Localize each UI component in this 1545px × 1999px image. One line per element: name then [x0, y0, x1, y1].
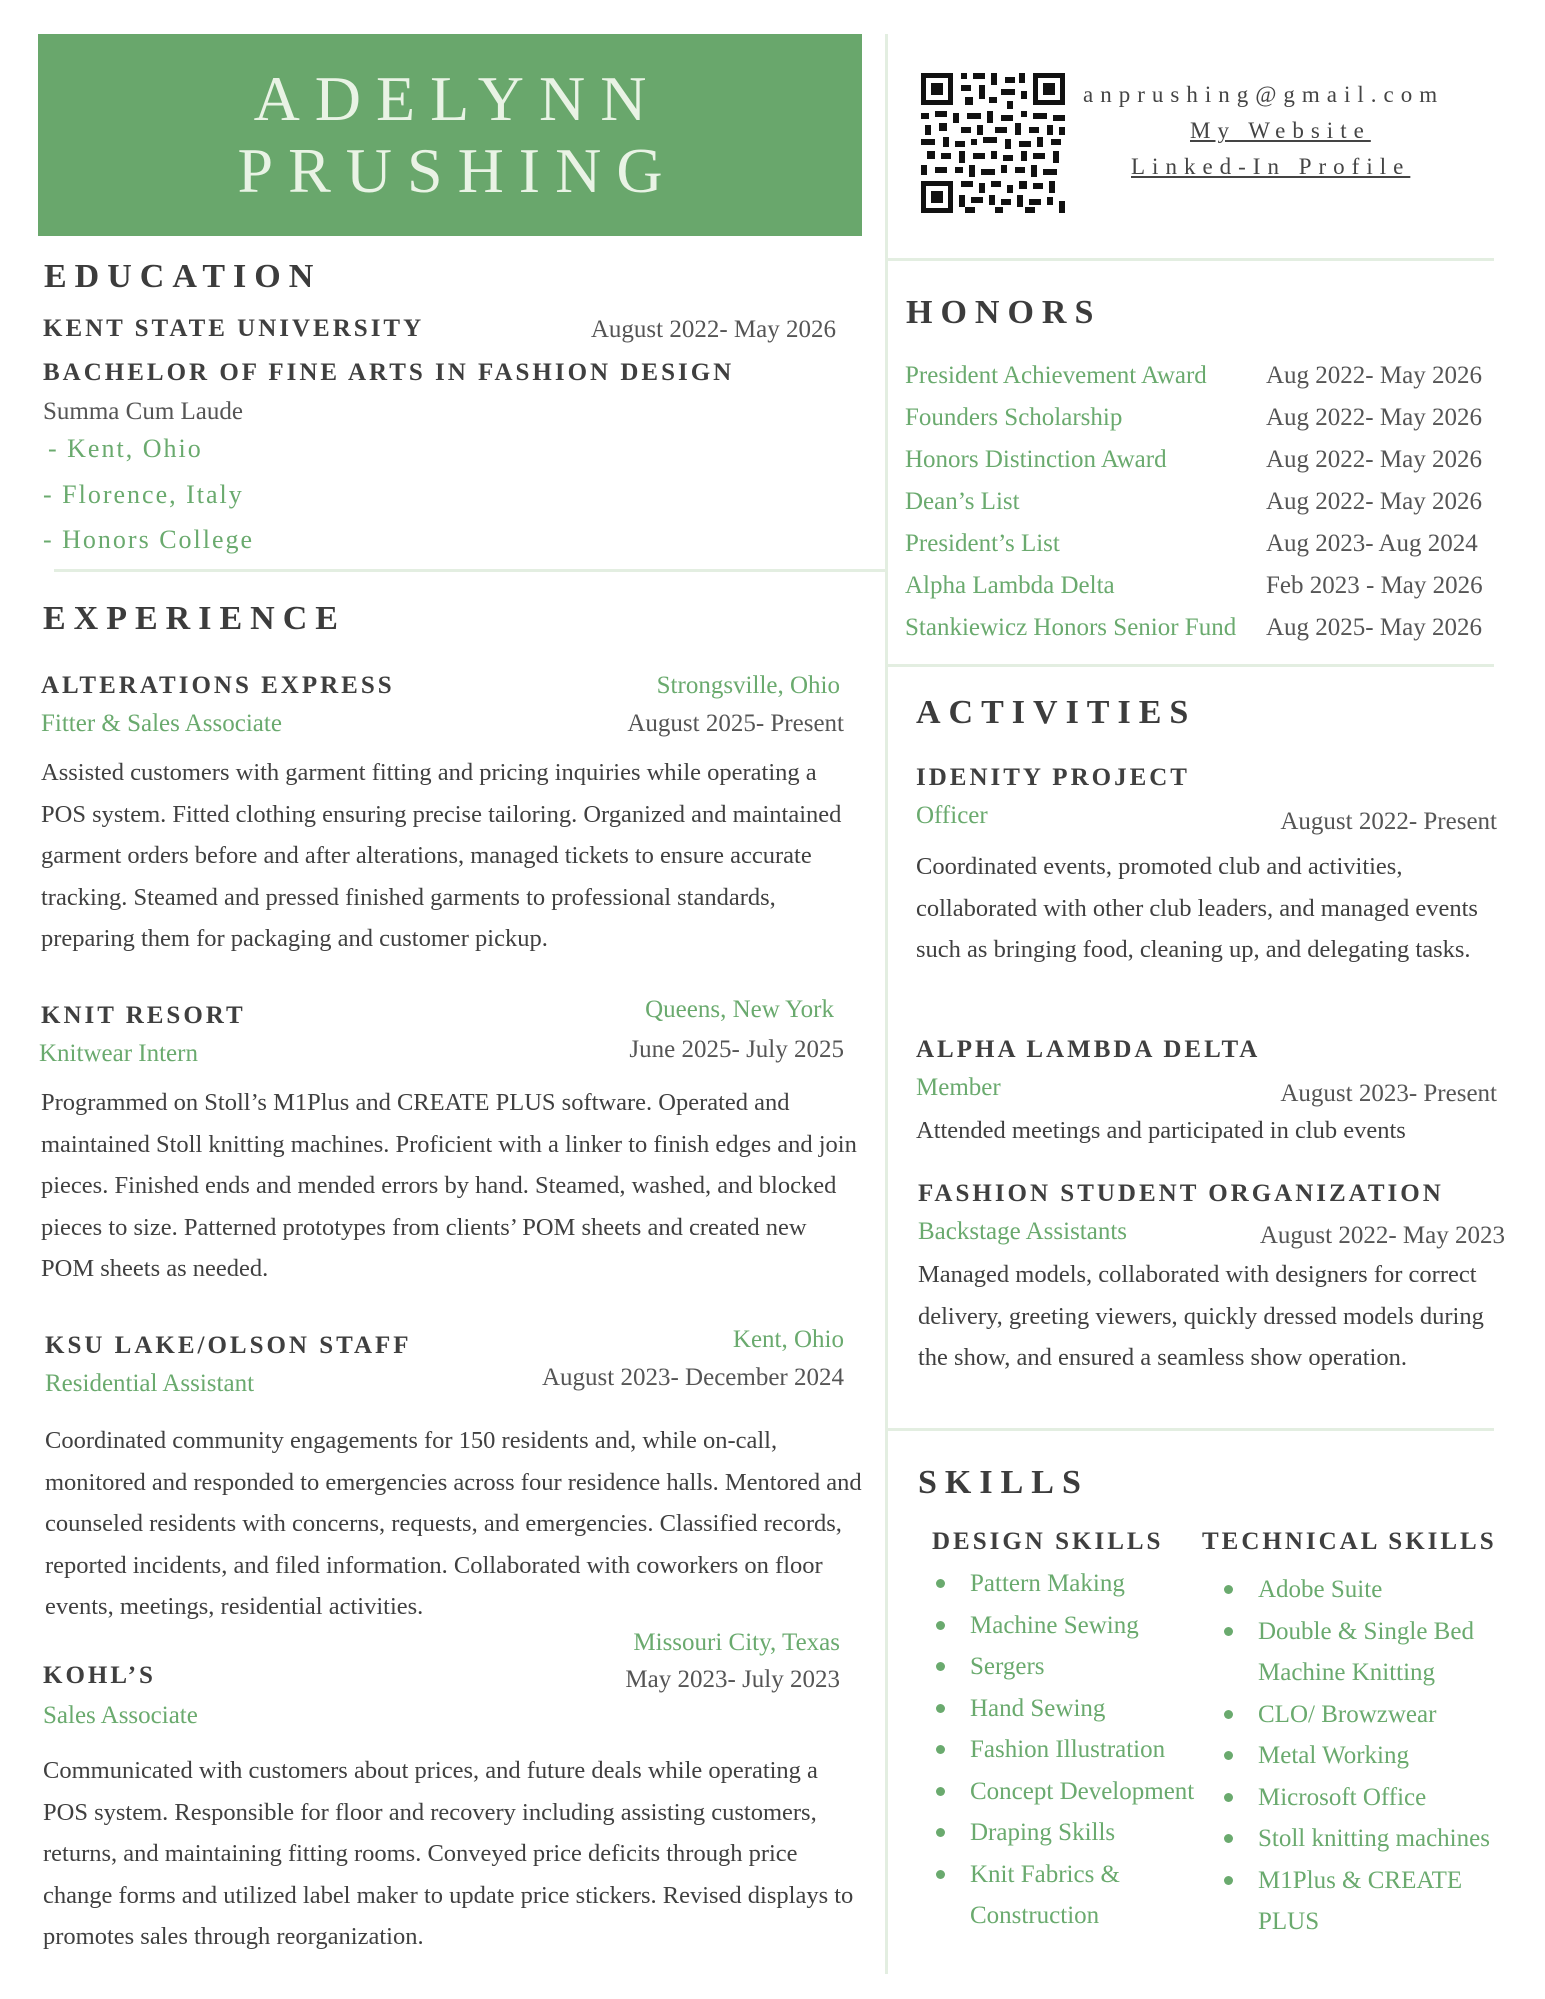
divider-skills-top [888, 1428, 1494, 1431]
last-name: PRUSHING [237, 135, 678, 206]
job-org: KOHL’S [43, 1662, 156, 1689]
job-dates: June 2025- July 2025 [629, 1036, 844, 1063]
honor-dates: Aug 2022- May 2026 [1266, 488, 1482, 515]
activities-heading: ACTIVITIES [916, 694, 1197, 731]
activity-role: Backstage Assistants [918, 1218, 1128, 1245]
honor-name: President Achievement Award [905, 362, 1207, 389]
skill-item: Knit Fabrics & Construction [934, 1854, 1170, 1937]
skill-item: Hand Sewing [934, 1688, 1224, 1730]
skill-item: Stoll knitting machines [1222, 1818, 1522, 1860]
education-location: - Honors College [43, 525, 255, 554]
email-link[interactable]: anprushing@gmail.com [1083, 82, 1445, 107]
school-name: KENT STATE UNIVERSITY [43, 315, 425, 342]
job-description: Communicated with customers about prices, and future deals while operating a POS system. Responsible for floor and recovery including assisting customers, returns, and maintaining fitting rooms. Conveyed price deficits through price change forms and utilized label maker to update price stickers. Revised displays to promotes sales through reorganization. [43, 1757, 854, 1950]
name-banner [38, 34, 862, 236]
activity-dates: August 2022- Present [1280, 808, 1497, 835]
honor-item [905, 404, 1495, 446]
job-location: Strongsville, Ohio [656, 672, 840, 699]
job-location: Missouri City, Texas [633, 1629, 840, 1656]
activity-description: Attended meetings and participated in club events [916, 1117, 1406, 1144]
skill-item: Sergers [934, 1646, 1224, 1688]
column-divider [885, 34, 888, 1974]
linkedin-link[interactable]: Linked-In Profile [1131, 154, 1411, 179]
activity-org: FASHION STUDENT ORGANIZATION [918, 1180, 1444, 1207]
activity-org: ALPHA LAMBDA DELTA [916, 1036, 1261, 1063]
divider-experience-top [54, 569, 885, 572]
activity-role: Officer [916, 802, 988, 829]
job-org: KSU LAKE/OLSON STAFF [45, 1332, 412, 1359]
honors-heading: HONORS [906, 294, 1102, 331]
qr-code-icon[interactable] [921, 73, 1065, 213]
honor-item [905, 488, 1495, 530]
job-dates: August 2023- December 2024 [541, 1364, 844, 1391]
honor-dates: Aug 2022- May 2026 [1266, 446, 1482, 473]
honor-name: President’s List [905, 530, 1060, 557]
honor-name: Alpha Lambda Delta [905, 572, 1115, 599]
first-name: ADELYNN [253, 63, 662, 134]
honor-dates: Aug 2022- May 2026 [1266, 404, 1482, 431]
degree-name: BACHELOR OF FINE ARTS IN FASHION DESIGN [43, 359, 735, 386]
design-skills-heading: DESIGN SKILLS [932, 1528, 1164, 1555]
skill-item: Adobe Suite [1222, 1569, 1522, 1611]
skill-item: Machine Sewing [934, 1605, 1224, 1647]
education-dates: August 2022- May 2026 [590, 316, 836, 343]
honor-dates: Aug 2022- May 2026 [1266, 362, 1482, 389]
honor-item [905, 572, 1495, 614]
honor-dates: Aug 2023- Aug 2024 [1266, 530, 1478, 557]
skill-item: Metal Working [1222, 1735, 1522, 1777]
technical-skills-list [1222, 1569, 1522, 1943]
job-description: Assisted customers with garment fitting and pricing inquiries while operating a POS system. Fitted clothing ensuring precise tailoring. Organized and maintained garment orders before and after alterations, managed tickets to ensure accurate tracking. Steamed and pressed finished garments to professional standards, preparing them for packaging and customer pickup. [41, 759, 842, 952]
skill-item: Fashion Illustration [934, 1729, 1224, 1771]
honor-name: Founders Scholarship [905, 404, 1123, 431]
latin-honor: Summa Cum Laude [43, 398, 243, 425]
job-location: Kent, Ohio [732, 1326, 844, 1353]
job-location: Queens, New York [645, 996, 834, 1023]
activity-dates: August 2022- May 2023 [1259, 1222, 1505, 1249]
skill-item: Pattern Making [934, 1563, 1224, 1605]
activity-description: Coordinated events, promoted club and activities, collaborated with other club leaders, and managed events such as bringing food, cleaning up, and delegating tasks. [916, 853, 1478, 963]
activity-role: Member [916, 1074, 1001, 1101]
activity-dates: August 2023- Present [1280, 1080, 1497, 1107]
job-dates: August 2025- Present [627, 710, 844, 737]
education-location: - Florence, Italy [43, 480, 244, 509]
job-org: KNIT RESORT [41, 1002, 246, 1029]
education-location: - Kent, Ohio [48, 434, 203, 463]
divider-honors-top [888, 258, 1494, 261]
honor-item [905, 362, 1495, 404]
skill-item: Concept Development [934, 1771, 1224, 1813]
job-description: Programmed on Stoll’s M1Plus and CREATE PLUS software. Operated and maintained Stoll knitting machines. Proficient with a linker to finish edges and join pieces. Finished ends and mended errors by hand. Steamed, washed, and blocked pieces to size. Patterned prototypes from clients’ POM sheets and created new POM sheets as needed. [41, 1089, 857, 1282]
skill-item: Double & Single Bed Machine Knitting [1222, 1611, 1488, 1694]
honor-item [905, 530, 1495, 572]
job-dates: May 2023- July 2023 [625, 1666, 840, 1693]
technical-skills-heading: TECHNICAL SKILLS [1202, 1528, 1497, 1555]
honor-name: Dean’s List [905, 488, 1020, 515]
experience-heading: EXPERIENCE [43, 600, 346, 637]
website-link[interactable]: My Website [1190, 118, 1371, 143]
skills-heading: SKILLS [918, 1464, 1089, 1501]
honor-item [905, 614, 1495, 656]
honor-item [905, 446, 1495, 488]
divider-activities-top [888, 664, 1494, 667]
job-org: ALTERATIONS EXPRESS [41, 672, 395, 699]
skill-item: CLO/ Browzwear [1222, 1694, 1522, 1736]
honor-dates: Aug 2025- May 2026 [1266, 614, 1482, 641]
education-heading: EDUCATION [44, 258, 322, 295]
honor-name: Stankiewicz Honors Senior Fund [905, 614, 1237, 641]
job-role: Residential Assistant [45, 1370, 255, 1397]
job-description: Coordinated community engagements for 150 residents and, while on-call, monitored and responded to emergencies across four residence halls. Mentored and counseled residents with concerns, requests, and emergencies. Classified records, reported incidents, and filed information. Collaborated with coworkers on floor events, meetings, residential activities. [45, 1427, 862, 1620]
job-role: Sales Associate [43, 1702, 198, 1729]
skill-item: Draping Skills [934, 1812, 1224, 1854]
job-role: Fitter & Sales Associate [41, 710, 282, 737]
activity-org: IDENITY PROJECT [916, 764, 1190, 791]
honor-name: Honors Distinction Award [905, 446, 1167, 473]
honor-dates: Feb 2023 - May 2026 [1266, 572, 1483, 599]
skill-item: Microsoft Office [1222, 1777, 1522, 1819]
job-role: Knitwear Intern [39, 1040, 198, 1067]
design-skills-list [934, 1563, 1224, 1937]
activity-description: Managed models, collaborated with designers for correct delivery, greeting viewers, quickly dressed models during the show, and ensured a seamless show operation. [918, 1261, 1484, 1371]
skill-item: M1Plus & CREATE PLUS [1222, 1860, 1488, 1943]
